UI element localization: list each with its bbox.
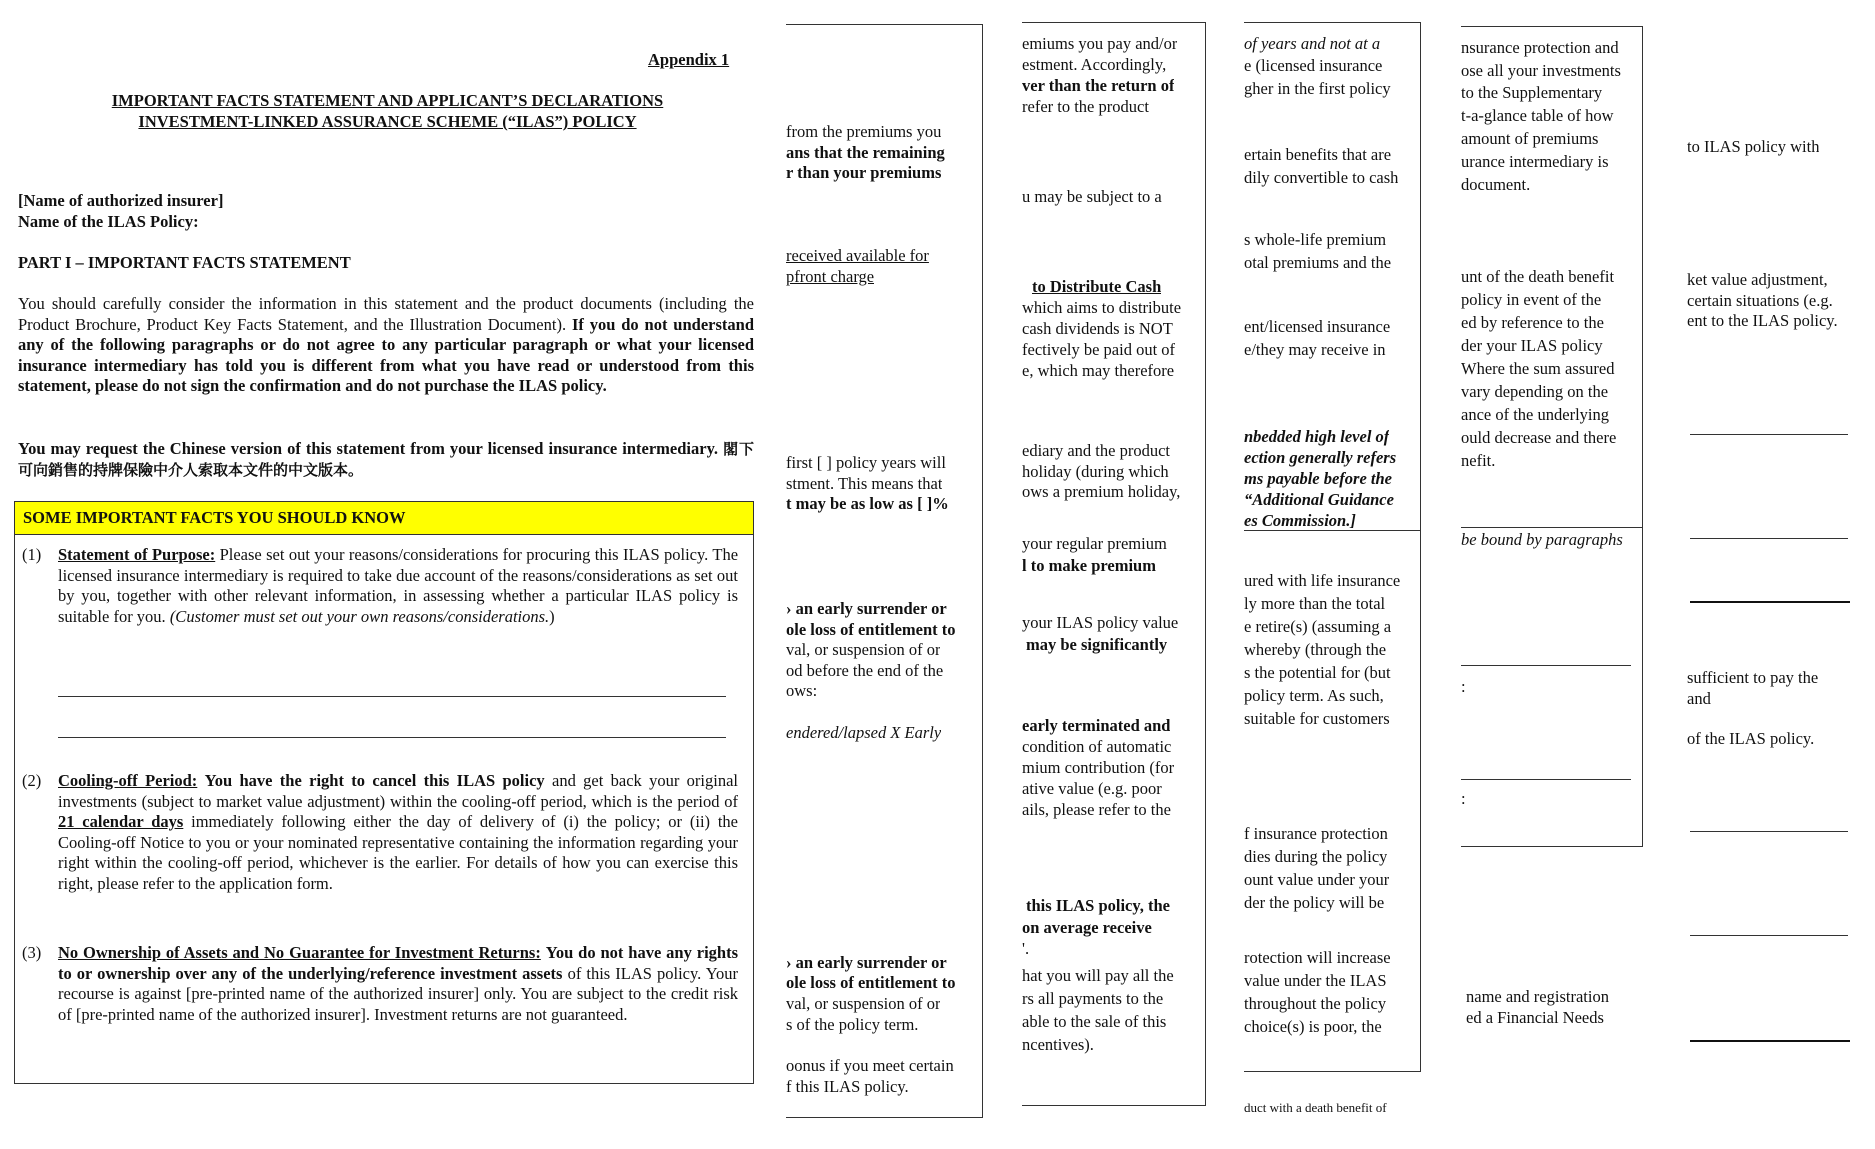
fragment-line: ent/licensed insurance bbox=[1244, 317, 1391, 336]
fragment-line: from the premiums you bbox=[786, 122, 942, 141]
fragment-line: ails, please refer to the bbox=[1022, 800, 1171, 819]
fragment-line: ative value (e.g. poor bbox=[1022, 779, 1162, 798]
fragment-line: of the ILAS policy. bbox=[1687, 729, 1815, 748]
answer-line[interactable] bbox=[1690, 935, 1848, 936]
item-1-paragraph bbox=[58, 545, 738, 627]
fragment-line: der the policy will be bbox=[1244, 893, 1385, 912]
item-3-number: (3) bbox=[22, 943, 42, 962]
fragment-line: '. bbox=[1022, 939, 1030, 958]
fragment-line: e, which may therefore bbox=[1022, 361, 1175, 380]
fragment-line: ole loss of entitlement to bbox=[786, 620, 956, 639]
fragment-line: first [ ] policy years will bbox=[786, 453, 946, 472]
fragment-line: hat you will pay all the bbox=[1022, 966, 1174, 985]
fragment-line: ertain benefits that are bbox=[1244, 145, 1392, 164]
item-2-number: (2) bbox=[22, 771, 42, 790]
fragment-line: vary depending on the bbox=[1461, 382, 1609, 401]
fragment-line: u may be subject to a bbox=[1022, 187, 1162, 206]
fragment-line: rs all payments to the bbox=[1022, 989, 1164, 1008]
fragment-line: stment. This means that bbox=[786, 474, 943, 493]
fragment-line: gher in the first policy bbox=[1244, 79, 1391, 98]
chinese-plain: You may request the Chinese version of this statement from your licensed insurance intermediary. bbox=[18, 439, 719, 458]
fragment-line: l to make premium bbox=[1022, 556, 1156, 575]
fragment-line: t-a-glance table of how bbox=[1461, 106, 1614, 125]
item-3-bold-lead: You do not have any rights to or ownership over any of the underlying/reference investment assets bbox=[58, 943, 738, 983]
item-1-italic: (Customer must set out your own reasons/considerations. bbox=[169, 606, 550, 626]
fragment-line: Where the sum assured bbox=[1461, 359, 1615, 378]
answer-line-1[interactable] bbox=[58, 696, 726, 697]
fragment-line: ly more than the total bbox=[1244, 594, 1386, 613]
fragment-line: dies during the policy bbox=[1244, 847, 1388, 866]
fragment-line: e retire(s) (assuming a bbox=[1244, 617, 1392, 636]
answer-line[interactable] bbox=[1690, 434, 1848, 435]
fragment-line: endered/lapsed X Early bbox=[786, 723, 942, 742]
fragment-line: emiums you pay and/or bbox=[1022, 34, 1178, 53]
fragment-line: urance intermediary is bbox=[1461, 152, 1609, 171]
fragment-line: to the Supplementary bbox=[1461, 83, 1603, 102]
item-2-text-a: and get back your original investments (subject to market value adjustment) within the cooling-off period, which is the period of bbox=[58, 771, 738, 811]
document-title-line1: IMPORTANT FACTS STATEMENT AND APPLICANT’S DECLARATIONS bbox=[111, 91, 664, 110]
fragment-line: cash dividends is NOT bbox=[1022, 319, 1173, 338]
fragment-line: val, or suspension of or bbox=[786, 640, 941, 659]
fragment-line: your regular premium bbox=[1022, 534, 1167, 553]
fragment-line: f this ILAS policy. bbox=[786, 1077, 909, 1096]
fragment-line: e (licensed insurance bbox=[1244, 56, 1383, 75]
item-2-days: 21 calendar days bbox=[58, 812, 184, 831]
chinese-text: 閣下可向銷售的持牌保險中介人索取本文件的中文版本。 bbox=[18, 440, 754, 479]
fragment-line: to Distribute Cash bbox=[1032, 277, 1162, 296]
fragment-line: sufficient to pay the bbox=[1687, 668, 1819, 687]
fragment-line: nbedded high level of bbox=[1244, 427, 1390, 446]
insurer-placeholder: [Name of authorized insurer] bbox=[18, 191, 224, 210]
answer-line[interactable] bbox=[1690, 1040, 1850, 1042]
fragment-line: ms payable before the bbox=[1244, 469, 1393, 488]
page-fragment-c bbox=[1244, 22, 1421, 1072]
fragment-line: received available for bbox=[786, 246, 929, 265]
fragment-line: dily convertible to cash bbox=[1244, 168, 1399, 187]
fragment-line: r than your premiums bbox=[786, 163, 942, 182]
fragment-line: value under the ILAS bbox=[1244, 971, 1387, 990]
fragment-line: may be significantly bbox=[1026, 635, 1168, 654]
fragment-line: condition of automatic bbox=[1022, 737, 1172, 756]
item-1-text: Please set out your reasons/considerations for procuring this ILAS policy. The licensed insurance intermediary is required to take due account of the reasons/considerations as set out by you, together with other relevant information, in assessing whether a particular ILAS policy is suitable for you. bbox=[58, 545, 739, 626]
fragment-line: ured with life insurance bbox=[1244, 571, 1401, 590]
page-fragment-a bbox=[786, 24, 983, 1118]
intro-paragraph bbox=[18, 294, 754, 397]
fragment-line: : bbox=[1461, 677, 1466, 696]
fragment-line: refer to the product bbox=[1022, 97, 1149, 116]
fragment-line: › an early surrender or bbox=[786, 953, 947, 972]
item-2-paragraph bbox=[58, 771, 738, 894]
fragment-line: policy in event of the bbox=[1461, 290, 1602, 309]
fragment-line: f insurance protection bbox=[1244, 824, 1388, 843]
fragment-line: s the potential for (but bbox=[1244, 663, 1391, 682]
fragment-line: es Commission.] bbox=[1244, 511, 1356, 530]
fragment-line: this ILAS policy, the bbox=[1026, 896, 1170, 915]
chinese-version-paragraph bbox=[18, 439, 754, 480]
fragment-line: which aims to distribute bbox=[1022, 298, 1182, 317]
intro-bold: If you do not understand any of the following paragraphs or do not agree to any particular paragraph or what your licensed insurance intermediary has told you is different from what you have read or understood from this statement, please do not sign the confirmation and do not purchase the ILAS policy. bbox=[18, 314, 755, 395]
fragment-line: be bound by paragraphs bbox=[1461, 530, 1623, 549]
item-3-title: No Ownership of Assets and No Guarantee for Investment Returns: bbox=[58, 943, 541, 962]
document-title-line2: INVESTMENT-LINKED ASSURANCE SCHEME (“ILAS”) POLICY bbox=[138, 112, 637, 131]
answer-line[interactable] bbox=[1690, 538, 1848, 539]
fragment-line: document. bbox=[1461, 175, 1531, 194]
answer-line[interactable] bbox=[1690, 601, 1850, 603]
page-fragment-b bbox=[1022, 22, 1206, 1106]
fragment-line: ole loss of entitlement to bbox=[786, 973, 956, 992]
fragment-line: unt of the death benefit bbox=[1461, 267, 1615, 286]
answer-line[interactable] bbox=[1690, 831, 1848, 832]
fragment-d-line: name and registration bbox=[1466, 987, 1609, 1006]
fragment-line: ection generally refers bbox=[1244, 448, 1397, 467]
item-1-number: (1) bbox=[22, 545, 42, 564]
fragment-line: ncentives). bbox=[1022, 1035, 1094, 1054]
fragment-line: ould decrease and there bbox=[1461, 428, 1617, 447]
fragment-line: mium contribution (for bbox=[1022, 758, 1175, 777]
fragment-line: choice(s) is poor, the bbox=[1244, 1017, 1382, 1036]
fragment-line: policy term. As such, bbox=[1244, 686, 1384, 705]
fragment-line: on average receive bbox=[1022, 918, 1152, 937]
intro-plain: You should carefully consider the information in this statement and the product documents (including the Product Brochure, Product Key Facts Statement, and the Illustration Document). bbox=[18, 294, 754, 334]
fragment-line: ent to the ILAS policy. bbox=[1687, 311, 1838, 330]
fragment-line: to ILAS policy with bbox=[1687, 137, 1820, 156]
fragment-line: ount value under your bbox=[1244, 870, 1390, 889]
item-3-text: of this ILAS policy. Your recourse is against [pre-printed name of the authorized insurer] only. You are subject to the credit risk of [pre-printed name of the authorized insurer]. Investment returns are not guaranteed. bbox=[58, 963, 739, 1024]
fragment-line: ows: bbox=[786, 681, 818, 700]
fragment-line: ver than the return of bbox=[1022, 76, 1175, 95]
fragment-line: › an early surrender or bbox=[786, 599, 947, 618]
fragment-line: throughout the policy bbox=[1244, 994, 1387, 1013]
fragment-line: der your ILAS policy bbox=[1461, 336, 1603, 355]
fragment-line: ket value adjustment, bbox=[1687, 270, 1828, 289]
page-fragment-d bbox=[1461, 26, 1643, 847]
fragment-line: ose all your investments bbox=[1461, 61, 1621, 80]
appendix-label: Appendix 1 bbox=[648, 50, 730, 69]
item-3-paragraph bbox=[58, 943, 738, 1025]
facts-heading: SOME IMPORTANT FACTS YOU SHOULD KNOW bbox=[23, 508, 406, 527]
fragment-line: nsurance protection and bbox=[1461, 38, 1619, 57]
fragment-line: s of the policy term. bbox=[786, 1015, 919, 1034]
fragment-line: holiday (during which bbox=[1022, 462, 1169, 481]
item-2-bold-lead: You have the right to cancel this ILAS policy bbox=[204, 771, 545, 790]
fragment-line: of years and not at a bbox=[1244, 34, 1381, 53]
fragment-line: suitable for customers bbox=[1244, 709, 1390, 728]
fragment-line: ediary and the product bbox=[1022, 441, 1170, 460]
fragment-line: ed by reference to the bbox=[1461, 313, 1604, 332]
fragment-line: : bbox=[1461, 789, 1466, 808]
fragment-line: estment. Accordingly, bbox=[1022, 55, 1167, 74]
facts-heading-box bbox=[14, 501, 754, 535]
fragment-line: e/they may receive in bbox=[1244, 340, 1386, 359]
answer-line[interactable] bbox=[1461, 665, 1631, 666]
fragment-c-footer-line: duct with a death benefit of bbox=[1244, 1100, 1387, 1115]
section-divider bbox=[1461, 846, 1642, 847]
answer-line[interactable] bbox=[1461, 779, 1631, 780]
policy-name-label: Name of the ILAS Policy: bbox=[18, 212, 199, 231]
fragment-line: amount of premiums bbox=[1461, 129, 1599, 148]
fragment-line: oonus if you meet certain bbox=[786, 1056, 954, 1075]
fragment-line: ance of the underlying bbox=[1461, 405, 1609, 424]
fragment-line: rotection will increase bbox=[1244, 948, 1391, 967]
fragment-line: nefit. bbox=[1461, 451, 1496, 470]
fragment-line: “Additional Guidance bbox=[1244, 490, 1394, 509]
section-divider bbox=[1461, 527, 1642, 528]
section-divider bbox=[1244, 530, 1420, 531]
fragment-line: your ILAS policy value bbox=[1022, 613, 1179, 632]
fragment-line: s whole-life premium bbox=[1244, 230, 1387, 249]
fragment-line: od before the end of the bbox=[786, 661, 944, 680]
fragment-line: able to the sale of this bbox=[1022, 1012, 1167, 1031]
fragment-line: otal premiums and the bbox=[1244, 253, 1392, 272]
fragment-line: val, or suspension of or bbox=[786, 994, 941, 1013]
answer-line-2[interactable] bbox=[58, 737, 726, 738]
fragment-line: t may be as low as [ ]% bbox=[786, 494, 949, 513]
fragment-line: ows a premium holiday, bbox=[1022, 482, 1181, 501]
fragment-line: pfront charge bbox=[786, 267, 875, 286]
fragment-line: fectively be paid out of bbox=[1022, 340, 1176, 359]
part-heading: PART I – IMPORTANT FACTS STATEMENT bbox=[18, 253, 351, 272]
item-2-title: Cooling-off Period: bbox=[58, 771, 198, 790]
item-1-title: Statement of Purpose: bbox=[58, 545, 216, 564]
fragment-line: early terminated and bbox=[1022, 716, 1171, 735]
fragment-line: and bbox=[1687, 689, 1711, 708]
fragment-line: certain situations (e.g. bbox=[1687, 291, 1833, 310]
item-2-text-b: immediately following either the day of delivery of (i) the policy; or (ii) the Cooling-off Notice to you or your nominated representative containing the information regarding your right within the cooling-off period, whichever is the earlier. For details of how you can exercise this right, please refer to the application form. bbox=[58, 812, 738, 893]
fragment-d-line: ed a Financial Needs bbox=[1466, 1008, 1604, 1027]
fragment-line: whereby (through the bbox=[1244, 640, 1387, 659]
item-1-close: ) bbox=[549, 606, 555, 626]
fragment-line: ans that the remaining bbox=[786, 143, 945, 162]
